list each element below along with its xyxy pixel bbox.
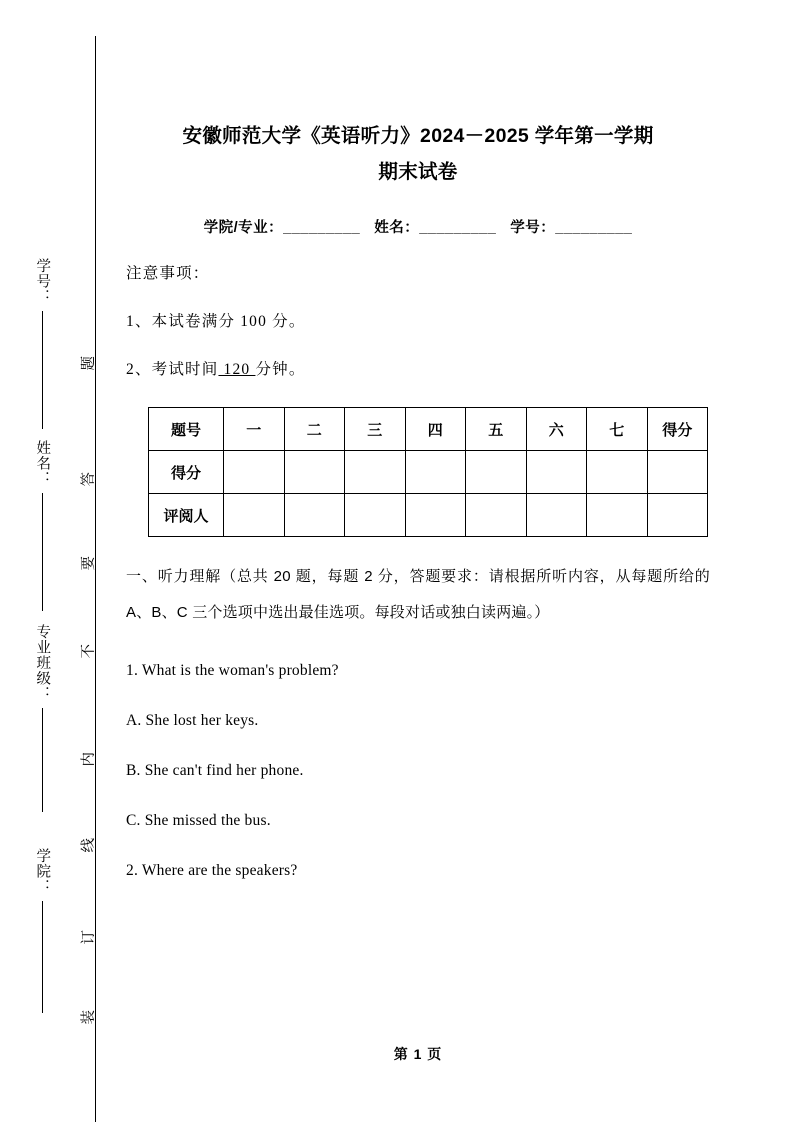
page-footer: 第 1 页 (393, 1046, 443, 1062)
seal-char-5: 线 (80, 838, 97, 853)
score-table-header-3: 三 (345, 408, 406, 451)
score-table-header-1: 一 (224, 408, 285, 451)
grader-cell[interactable] (466, 494, 527, 537)
score-cell[interactable] (284, 451, 345, 494)
score-cell[interactable] (526, 451, 587, 494)
name-blank[interactable]: _________ (419, 220, 497, 236)
candidate-info-line (126, 190, 710, 237)
question-1-option-b[interactable]: B. She can't find her phone. (126, 762, 304, 779)
question-1-stem: 1. What is the woman's problem? (126, 662, 339, 679)
score-cell[interactable] (405, 451, 466, 494)
margin-field-student-id (22, 258, 62, 429)
seal-char-0: 题 (80, 356, 97, 371)
seal-char-2: 要 (80, 556, 97, 571)
college-major-blank[interactable]: _________ (283, 220, 361, 236)
score-cell[interactable] (224, 451, 285, 494)
score-table-header-4: 四 (405, 408, 466, 451)
section-heading-listening: 一、听力理解（总共 20 题，每题 2 分，答题要求：请根据所听内容，从每题所给的 A、B、C 三个选项中选出最佳选项。每段对话或独白读两遍。） (126, 568, 710, 621)
table-row (149, 494, 708, 537)
grader-cell[interactable] (224, 494, 285, 537)
score-table-header-8: 得分 (647, 408, 708, 451)
question-1-option-a[interactable]: A. She lost her keys. (126, 712, 259, 729)
margin-field-name-rule (42, 493, 43, 611)
seal-char-7: 装 (80, 1010, 97, 1025)
score-table-container (126, 381, 710, 537)
score-cell[interactable] (345, 451, 406, 494)
margin-field-student-id-label: 学号： (34, 258, 51, 305)
table-row (149, 451, 708, 494)
score-table (148, 407, 708, 537)
document-body (126, 0, 710, 881)
page-title-line-1: 安徽师范大学《英语听力》2024－2025 学年第一学期 (182, 125, 654, 147)
score-table-header-7: 七 (587, 408, 648, 451)
score-row-label-score: 得分 (149, 451, 224, 494)
grader-cell[interactable] (647, 494, 708, 537)
notes-item-1: 1、本试卷满分 100 分。 (126, 313, 306, 330)
seal-char-1: 答 (80, 472, 97, 487)
student-id-label: 学号： (510, 220, 556, 236)
score-table-header-5: 五 (466, 408, 527, 451)
student-id-blank[interactable]: _________ (555, 220, 633, 236)
binding-margin (0, 0, 120, 1122)
notes-item-2 (126, 333, 710, 381)
exam-duration-value: 120 (218, 361, 256, 378)
score-cell[interactable] (647, 451, 708, 494)
score-table-header-6: 六 (526, 408, 587, 451)
name-label: 姓名： (374, 220, 420, 236)
question-1-option-c[interactable]: C. She missed the bus. (126, 812, 271, 829)
question-2-stem: 2. Where are the speakers? (126, 862, 298, 879)
margin-field-name-label: 姓名： (34, 440, 51, 487)
score-cell[interactable] (587, 451, 648, 494)
page-title (126, 0, 710, 190)
margin-field-college-label: 学院： (34, 848, 51, 895)
seal-char-6: 订 (80, 930, 97, 945)
margin-field-class-label: 专业班级： (34, 624, 51, 702)
notes-item-2-prefix: 2、考试时间 (126, 361, 219, 378)
margin-field-college-rule (42, 901, 43, 1013)
grader-cell[interactable] (345, 494, 406, 537)
margin-field-name (22, 440, 62, 611)
seal-char-4: 内 (80, 752, 97, 767)
seal-char-3: 不 (80, 644, 97, 659)
page-title-line-2: 期末试卷 (378, 161, 458, 183)
score-cell[interactable] (466, 451, 527, 494)
grader-cell[interactable] (526, 494, 587, 537)
margin-field-class (22, 624, 62, 812)
notes-heading: 注意事项： (126, 265, 210, 282)
margin-field-student-id-rule (42, 311, 43, 429)
margin-field-college (22, 848, 62, 1013)
table-row-header (149, 408, 708, 451)
grader-cell[interactable] (405, 494, 466, 537)
score-table-header-2: 二 (284, 408, 345, 451)
grader-cell[interactable] (587, 494, 648, 537)
margin-field-class-rule (42, 708, 43, 812)
binding-vertical-rule (95, 36, 96, 1122)
grader-cell[interactable] (284, 494, 345, 537)
score-row-label-grader: 评阅人 (149, 494, 224, 537)
notes-item-2-suffix: 分钟。 (255, 361, 306, 378)
college-major-label: 学院/专业： (203, 220, 284, 236)
score-table-header-0: 题号 (149, 408, 224, 451)
